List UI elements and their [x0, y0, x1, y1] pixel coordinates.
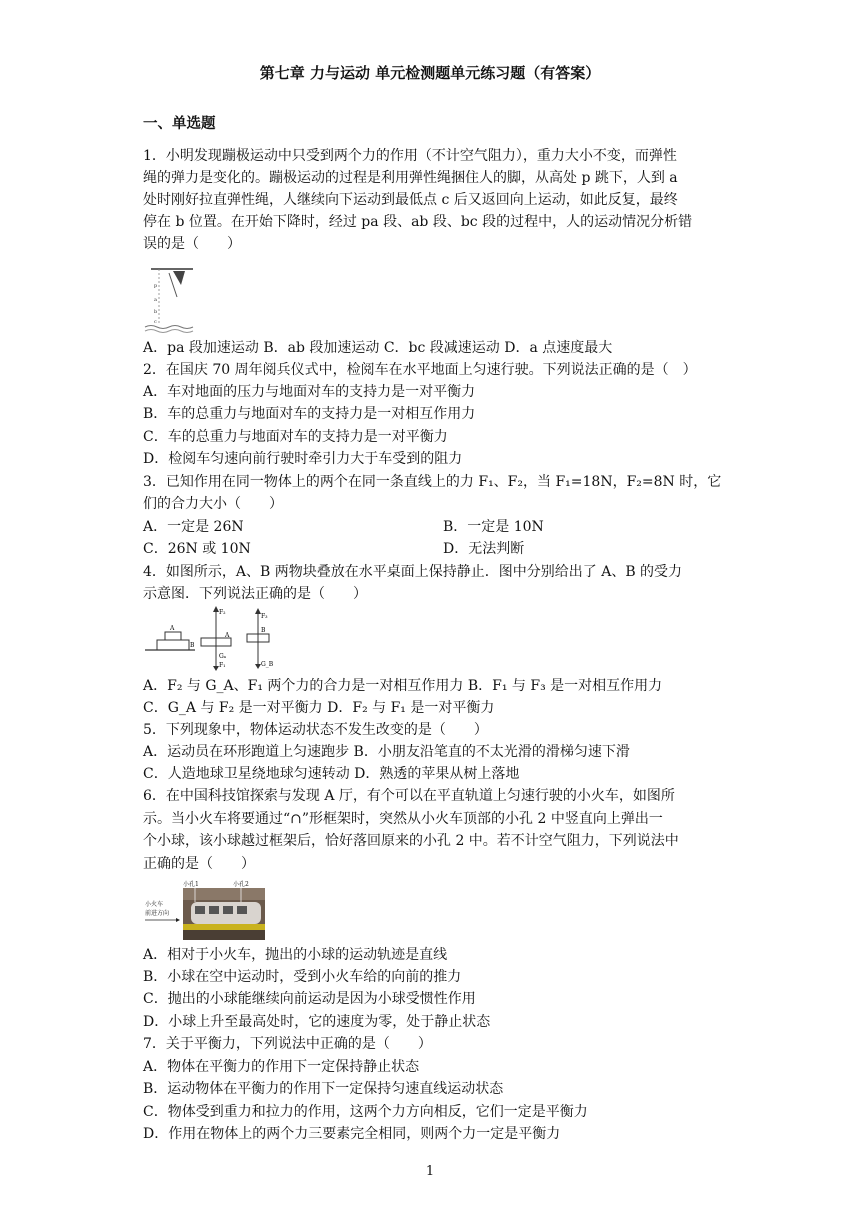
fig-label-b2: B [261, 627, 266, 634]
q5-options-1: A．运动员在环形跑道上匀速跑步 B．小朋友沿笔直的不太光滑的滑梯匀速下滑 [143, 744, 630, 760]
q4-line-1: 4．如图所示，A、B 两物块叠放在水平桌面上保持静止．图中分别给出了 A、B 的受力 [143, 564, 683, 580]
q4-options-1: A．F₂ 与 G_A、F₁ 两个力的合力是一对相互作用力 B．F₁ 与 F₃ 是一对相互作用力 [143, 678, 663, 694]
q2-option-b: B．车的总重力与地面对车的支持力是一对相互作用力 [143, 406, 476, 422]
q1-line-3: 处时刚好拉直弹性绳，人继续向下运动到最低点 c 后又返回向上运动，如此反复，最终 [143, 192, 678, 208]
q6-line-4: 正确的是（ ） [143, 856, 255, 872]
q3-option-c: C．26N 或 10N [143, 541, 251, 557]
svg-text:p: p [154, 283, 158, 289]
q4-options-2: C．G_A 与 F₂ 是一对平衡力 D．F₂ 与 F₁ 是一对平衡力 [143, 700, 495, 716]
page-title: 第七章 力与运动 单元检测题单元练习题（有答案） [259, 64, 601, 82]
q3-line-1: 3．已知作用在同一物体上的两个在同一条直线上的力 F₁、F₂，当 F₁=18N，F₂=8N 时，它 [143, 474, 722, 490]
q3-option-a: A．一定是 26N [143, 519, 244, 535]
q6-option-d: D．小球上升至最高处时，它的速度为零，处于静止状态 [143, 1014, 491, 1030]
fig-label-train: 小火车 [145, 901, 164, 908]
fig-label-b: B [190, 642, 195, 649]
fig-label-f1: F₁ [219, 662, 226, 669]
q2-option-a: A．车对地面的压力与地面对车的支持力是一对平衡力 [143, 384, 476, 400]
fig-label-a2: A [225, 632, 230, 639]
q3-option-d: D．无法判断 [443, 541, 525, 557]
q6-line-3: 个小球，该小球越过框架后，恰好落回原来的小孔 2 中。若不计空气阻力，下列说法中 [143, 833, 679, 849]
force-diagram-figure [143, 604, 273, 672]
fig-label-direction: 前进方向 [145, 910, 170, 917]
q5-stem: 5．下列现象中，物体运动状态不发生改变的是（ ） [143, 722, 488, 738]
q1-options: A．pa 段加速运动 B．ab 段加速运动 C．bc 段减速运动 D．a 点速度最大 [143, 340, 613, 356]
q6-option-c: C．抛出的小球能继续向前运动是因为小球受惯性作用 [143, 991, 476, 1007]
fig-label-gb: G_B [261, 661, 273, 668]
train-photo-figure [143, 878, 265, 940]
page-number: 1 [425, 1164, 435, 1179]
q1-line-2: 绳的弹力是变化的。蹦极运动的过程是利用弹性绳捆住人的脚，从高处 p 跳下，人到 a [143, 170, 678, 186]
q3-line-2: 们的合力大小（ ） [143, 496, 283, 512]
fig-label-f2: F₂ [219, 609, 226, 616]
q7-option-c: C．物体受到重力和拉力的作用，这两个力方向相反，它们一定是平衡力 [143, 1104, 588, 1120]
q7-stem: 7．关于平衡力，下列说法中正确的是（ ） [143, 1036, 432, 1052]
q5-options-2: C．人造地球卫星绕地球匀速转动 D．熟透的苹果从树上落地 [143, 766, 520, 782]
q1-line-1: 1．小明发现蹦极运动中只受到两个力的作用（不计空气阻力），重力大小不变，而弹性 [143, 148, 677, 164]
q2-option-c: C．车的总重力与地面对车的支持力是一对平衡力 [143, 429, 448, 445]
q3-option-b: B．一定是 10N [443, 519, 544, 535]
q1-line-5: 误的是（ ） [143, 236, 241, 252]
section-heading: 一、单选题 [143, 116, 216, 132]
svg-text:b: b [154, 309, 158, 315]
q6-line-1: 6．在中国科技馆探索与发现 A 厅，有个可以在平直轨道上匀速行驶的小火车，如图所 [143, 788, 675, 804]
q7-option-a: A．物体在平衡力的作用下一定保持静止状态 [143, 1059, 420, 1075]
q7-option-d: D．作用在物体上的两个力三要素完全相同，则两个力一定是平衡力 [143, 1126, 561, 1142]
q6-option-b: B．小球在空中运动时，受到小火车给的向前的推力 [143, 969, 462, 985]
fig-label-ga: Gₐ [219, 653, 227, 660]
q2-option-d: D．检阅车匀速向前行驶时牵引力大于车受到的阻力 [143, 451, 463, 467]
q2-stem: 2．在国庆 70 周年阅兵仪式中，检阅车在水平地面上匀速行驶。下列说法正确的是（ ） [143, 362, 697, 378]
svg-text:a: a [154, 297, 157, 303]
q6-option-a: A．相对于小火车，抛出的小球的运动轨迹是直线 [143, 947, 448, 963]
bungee-figure [143, 265, 203, 333]
q1-line-4: 停在 b 位置。在开始下降时，经过 pa 段、ab 段、bc 段的过程中，人的运动情况分析错 [143, 214, 693, 230]
q6-line-2: 示。当小火车将要通过“∩”形框架时，突然从小火车顶部的小孔 2 中竖直向上弹出一 [143, 811, 663, 827]
q7-option-b: B．运动物体在平衡力的作用下一定保持匀速直线运动状态 [143, 1081, 504, 1097]
fig-label-a: A [170, 625, 175, 632]
fig-label-hole1: 小孔1 [183, 881, 199, 888]
fig-label-hole2: 小孔2 [233, 881, 249, 888]
q4-line-2: 示意图．下列说法正确的是（ ） [143, 586, 367, 602]
svg-text:c: c [154, 319, 157, 325]
fig-label-f3: F₃ [261, 613, 268, 620]
